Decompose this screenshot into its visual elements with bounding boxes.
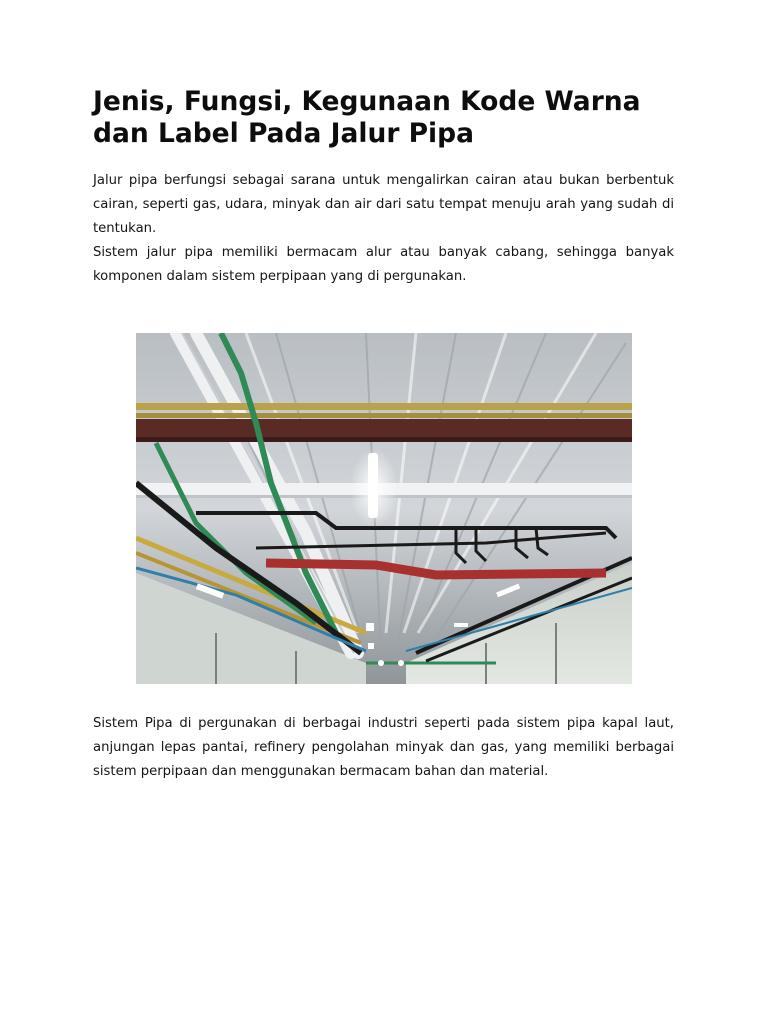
pipeline-ceiling-photo [136,333,632,684]
document-title: Jenis, Fungsi, Kegunaan Kode Warna dan Label Pada Jalur Pipa [93,86,641,149]
paragraph-pipe-branches: Sistem jalur pipa memiliki bermacam alur atau banyak cabang, sehingga banyak komponen dalam sistem perpipaan yang di pergunakan. [93,245,674,284]
paragraph-pipe-function: Jalur pipa berfungsi sebagai sarana untuk mengalirkan cairan atau bukan berbentuk cairan, seperti gas, udara, minyak dan air dari satu tempat menuju arah yang sudah di tentukan. [93,173,674,236]
paragraph-pipe-industries: Sistem Pipa di pergunakan di berbagai industri seperti pada sistem pipa kapal laut, anjungan lepas pantai, refinery pengolahan minyak dan gas, yang memiliki berbagai sistem perpipaan dan menggunakan bermacam bahan dan material. [93,716,674,779]
